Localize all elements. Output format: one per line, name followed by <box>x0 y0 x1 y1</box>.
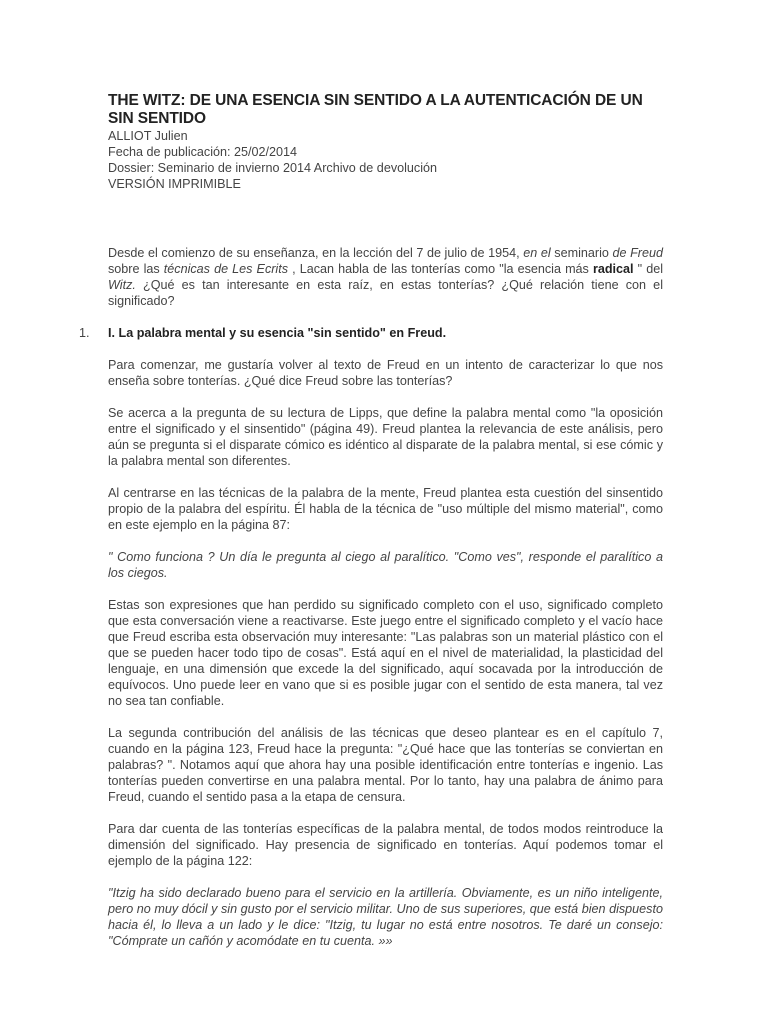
intro-bold-radical: radical <box>592 262 634 276</box>
paragraph: Estas son expresiones que han perdido su significado completo con el uso, significado completo que esta conversación viene a reactivarse. Este juego entre el significado completo y el vacío hace que Freud escriba esta observación muy interesante: "Las palabras son un material plástico con el que se pueden hacer todo tipo de cosas". Está aquí en el nivel de materialidad, la plasticidad del lenguaje, en una dimensión que excede la del significado, aquí socavada por la introducción de equívocos. Uno puede leer en vano que si es posible jugar con el sentido de esta manera, tal vez no sea tan confiable. <box>108 598 663 708</box>
intro-italic-1: en el <box>523 246 551 260</box>
publication-date: Fecha de publicación: 25/02/2014 <box>108 145 298 159</box>
intro-text-3: sobre las <box>108 262 164 276</box>
list-number: 1. <box>79 326 90 340</box>
paragraph: Se acerca a la pregunta de su lectura de Lipps, que define la palabra mental como "la oposición entre el significado y el sinsentido" (página 49). Freud plantea la relevancia de este análisis, pero aún se pregunta si el disparate cómico es idéntico al disparate de la palabra mental, si ese cómic y la palabra mental son diferentes. <box>108 406 663 468</box>
intro-italic-2: de Freud <box>612 246 664 260</box>
intro-text-5: " del <box>633 262 664 276</box>
block-quote: "Itzig ha sido declarado bueno para el servicio en la artillería. Obviamente, es un niño inteligente, pero no muy dócil y sin gusto por el servicio militar. Uno de sus superiores, que está bien dispuesto hacia él, lo lleva a un lado y le dice: "Itzig, tu lugar no está entre nosotros. Te daré un consejo: "Cómprate un cañón y acomódate en tu cuenta. »» <box>108 886 663 948</box>
paragraph: Para comenzar, me gustaría volver al texto de Freud en un intento de caracterizar lo que nos enseña sobre tonterías. ¿Qué dice Freud sobre las tonterías? <box>108 358 663 388</box>
document-title: THE WITZ: DE UNA ESENCIA SIN SENTIDO A LA AUTENTICACIÓN DE UN SIN SENTIDO <box>108 92 643 127</box>
paragraph: La segunda contribución del análisis de las técnicas que deseo plantear es en el capítulo 7, cuando en la página 123, Freud hace la pregunta: "¿Qué hace que las tonterías se conviertan en palabras? ". Notamos aquí que ahora hay una posible identificación entre tonterías e ingenio. Las tonterías pueden convertirse en una palabra mental. Por lo tanto, hay una palabra de ánimo para Freud, cuando el sentido pasa a la etapa de censura. <box>108 726 663 804</box>
paragraph: Al centrarse en las técnicas de la palabra de la mente, Freud plantea esta cuestión del sinsentido propio de la palabra del espíritu. Él habla de la técnica de "uso múltiple del mismo material", como en este ejemplo en la página 87: <box>108 486 663 532</box>
section-heading-text: I. La palabra mental y su esencia "sin sentido" en Freud. <box>108 326 447 340</box>
intro-text-4: , Lacan habla de las tonterías como "la esencia más <box>288 262 593 276</box>
intro-italic-witz: Witz. <box>108 278 136 292</box>
section-heading <box>79 325 663 341</box>
paragraph: Para dar cuenta de las tonterías específicas de la palabra mental, de todos modos reintroduce la dimensión del significado. Hay presencia de significado en tonterías. Aquí podemos tomar el ejemplo de la página 122: <box>108 822 663 868</box>
intro-italic-3: técnicas de Les Ecrits <box>163 262 289 276</box>
intro-paragraph <box>108 245 663 309</box>
intro-text-1: Desde el comienzo de su enseñanza, en la lección del 7 de julio de 1954, <box>108 246 524 260</box>
intro-text-6: ¿Qué es tan interesante en esta raíz, en estas tonterías? ¿Qué relación tiene con el significado? <box>108 278 663 308</box>
intro-text-2: seminario <box>550 246 613 260</box>
printable-version-label: VERSIÓN IMPRIMIBLE <box>108 177 241 191</box>
document-page <box>79 92 664 949</box>
author-name: ALLIOT Julien <box>108 129 188 143</box>
block-quote: " Como funciona ? Un día le pregunta al ciego al paralítico. "Como ves", responde el paralítico a los ciegos. <box>108 550 663 580</box>
dossier-info: Dossier: Seminario de invierno 2014 Archivo de devolución <box>108 161 438 175</box>
